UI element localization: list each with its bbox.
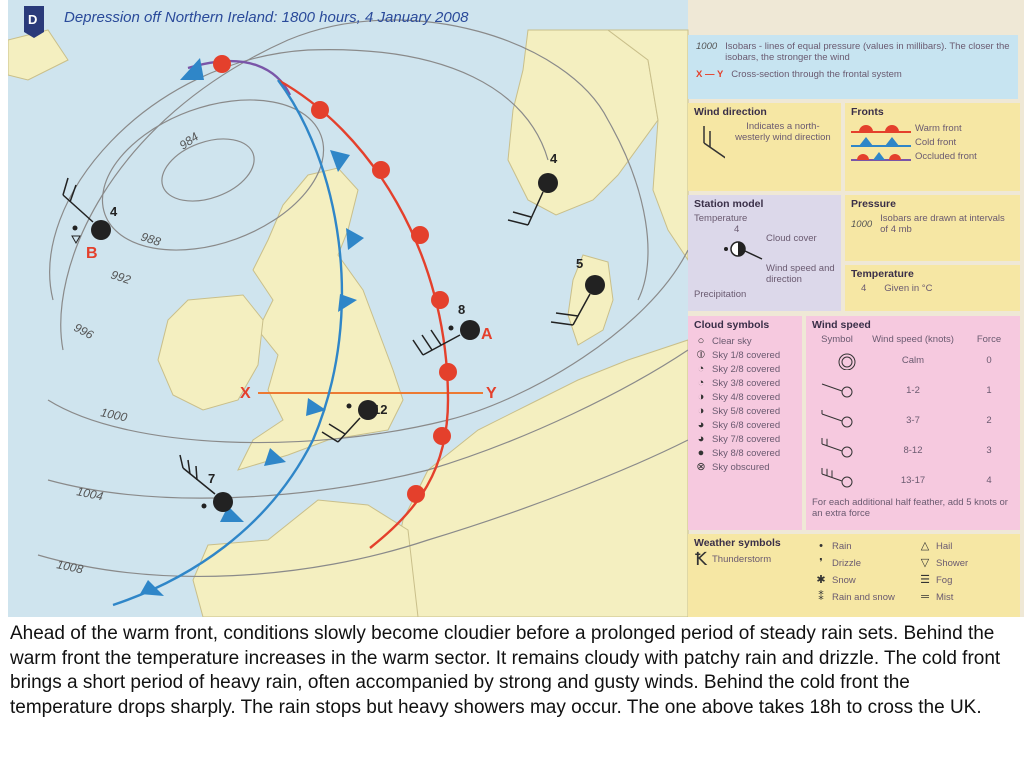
cloud-symbol-icon: ○ (697, 334, 705, 347)
wind-force-value: 1 (986, 384, 992, 396)
isobar-label: 1004 (75, 484, 105, 504)
fronts-title: Fronts (851, 106, 884, 118)
cloud-symbol-label: Sky 3/8 covered (712, 377, 781, 389)
front-row-cold (851, 135, 1014, 149)
wind-force-value: 3 (986, 444, 992, 456)
title-badge: D (28, 12, 38, 27)
wind-speed-value: 1-2 (906, 384, 920, 396)
isobar-label: 992 (109, 267, 133, 288)
weather-symbol-label: Rain (832, 541, 852, 552)
wind-speed-col: Symbol (821, 334, 853, 345)
legend-wind-direction (688, 103, 841, 191)
station-model-icon (724, 237, 764, 261)
isobar-label: 1000 (99, 405, 129, 425)
cloud-symbol-row (694, 348, 796, 362)
weather-symbol-row (814, 555, 910, 572)
weather-symbol-label: Snow (832, 575, 856, 586)
temperature-title: Temperature (851, 268, 914, 280)
weather-symbol-icon: ▽ (920, 557, 930, 569)
pressure-sample: 1000 (851, 218, 873, 230)
wind-speed-row (812, 345, 1014, 375)
front-label: Warm front (915, 122, 962, 134)
cloud-symbol-row (694, 376, 796, 390)
station-temp: 8 (458, 302, 466, 317)
cloud-symbol-icon: ● (697, 446, 705, 459)
cloud-symbol-label: Sky 8/8 covered (712, 447, 781, 459)
wind-speed-symbol (812, 378, 862, 403)
weather-symbol-label: Hail (936, 541, 953, 552)
weather-symbol-row (814, 572, 910, 589)
weather-symbol-icon: ❜ (819, 557, 823, 569)
cloud-symbol-row (694, 418, 796, 432)
weather-symbol-label: Rain and snow (832, 592, 895, 603)
cloud-symbol-list (694, 334, 796, 474)
wind-speed-note: For each additional half feather, add 5 knots or an extra force (812, 497, 1008, 519)
weather-symbol-row (814, 589, 910, 606)
wind-speed-symbol (812, 348, 862, 373)
cloud-symbol-icon: ◔ (697, 362, 705, 375)
station-temp: 4 (550, 151, 558, 166)
cloud-symbol-row (694, 432, 796, 446)
isobar-sample: 1000 (696, 41, 718, 52)
wind-force-value: 0 (986, 354, 992, 366)
station-temp-value: 4 (734, 224, 740, 235)
wind-speed-symbol (812, 438, 862, 463)
weather-symbol-icon: △ (920, 540, 930, 552)
map-title: Depression off Northern Ireland: 1800 hours, 4 January 2008 (64, 9, 469, 26)
cloud-symbol-label: Sky 5/8 covered (712, 405, 781, 417)
thunderstorm-row (694, 548, 804, 569)
wind-speed-symbol (812, 468, 862, 493)
cross-section-sample: X — Y (696, 69, 724, 80)
cloud-symbol-icon: ⦶ (697, 348, 705, 361)
wind-speed-symbol (812, 408, 862, 433)
weather-symbol-label: Shower (936, 558, 969, 569)
temperature-value: 4 (861, 283, 867, 294)
wind-speed-symbol-icon (817, 438, 857, 460)
wind-speed-symbol-icon (817, 408, 857, 430)
weather-symbol-icon: ═ (921, 591, 929, 603)
cloud-symbol-icon: ◑ (697, 390, 705, 403)
station-precip-label: Precipitation (694, 289, 747, 300)
station-temp: 7 (208, 471, 216, 486)
cloud-symbol-row (694, 334, 796, 348)
warm-front-mark (411, 226, 429, 244)
wind-speed-value: 3-7 (906, 414, 920, 426)
station-cloud-label: Cloud cover (766, 233, 817, 244)
section-label-x: X (240, 385, 251, 402)
wind-speed-row (812, 465, 1014, 495)
thunderstorm-label: Thunderstorm (712, 553, 772, 565)
weather-symbol-icon: ☰ (920, 574, 930, 586)
station-temp: 5 (576, 256, 584, 271)
weather-symbol-row (918, 589, 1014, 606)
weather-symbol-label: Drizzle (832, 558, 862, 569)
wind-direction-text: Indicates a north-westerly wind direction (735, 121, 831, 143)
pressure-title: Pressure (851, 198, 896, 210)
low-label-a: A (481, 326, 493, 343)
occluded-front-icon (851, 150, 911, 162)
isobar-text: Isobars - lines of equal pressure (values in millibars). The closer the isobars, the stronger the wind (725, 41, 1010, 63)
warm-front-mark (433, 427, 451, 445)
wind-speed-value: Calm (901, 354, 925, 366)
cloud-symbol-icon: ◑ (697, 404, 705, 417)
wind-direction-icon (694, 121, 725, 171)
low-label-b: B (86, 245, 98, 262)
pressure-text: Isobars are drawn at intervals of 4 mb (880, 213, 1005, 235)
warm-front-mark (213, 55, 231, 73)
legend-cloud-symbols (688, 316, 802, 530)
wind-speed-symbol-icon (817, 348, 857, 370)
weather-symbol-icon: • (819, 540, 823, 552)
legend-fronts (845, 103, 1020, 191)
station-wind-label: Wind speed and direction (766, 263, 835, 285)
cloud-symbol-label: Sky obscured (712, 461, 770, 473)
wind-direction-title: Wind direction (694, 106, 767, 118)
cloud-symbol-row (694, 362, 796, 376)
wind-speed-row (812, 405, 1014, 435)
wind-speed-symbol-icon (817, 468, 857, 490)
station-temp: 12 (373, 402, 388, 417)
weather-symbol-icon: ⁑ (818, 591, 824, 603)
station-temp: 4 (110, 204, 118, 219)
cloud-symbol-icon: ◔ (697, 376, 705, 389)
legend-wind-speed (806, 316, 1020, 530)
weather-symbol-row (814, 538, 910, 555)
station-model-title: Station model (694, 198, 764, 210)
weather-symbol-row (918, 538, 1014, 555)
weather-symbol-label: Fog (936, 575, 953, 586)
wind-force-value: 4 (986, 474, 992, 486)
front-row-occluded (851, 149, 1014, 163)
cloud-symbol-row (694, 390, 796, 404)
warm-front-mark (431, 291, 449, 309)
wind-speed-value: 13-17 (900, 474, 926, 486)
temperature-text: Given in °C (884, 283, 933, 294)
isobar-label: 984 (176, 129, 202, 153)
cloud-symbol-row (694, 446, 796, 460)
cloud-symbol-label: Sky 4/8 covered (712, 391, 781, 403)
section-label-y: Y (486, 385, 497, 402)
cross-section-text: Cross-section through the frontal system (731, 69, 902, 80)
weather-symbol-row (918, 555, 1014, 572)
wind-speed-title: Wind speed (812, 319, 871, 331)
cloud-symbol-label: Sky 7/8 covered (712, 433, 781, 445)
cloud-symbol-icon: ⊗ (696, 460, 706, 473)
weather-map (8, 0, 1024, 617)
weather-symbol-label: Mist (936, 592, 954, 603)
wind-force-value: 2 (986, 414, 992, 426)
weather-symbol-icon: ✱ (816, 574, 826, 586)
wind-speed-col: Wind speed (knots) (872, 334, 954, 345)
caption: Ahead of the warm front, conditions slowly become cloudier before a prolonged period of steady rain sets. Behind the warm front the temperature increases in the warm sector. It remains cloudy with patchy rain and drizzle. The cold front brings a short period of heavy rain, often accompanied by strong and gusty winds. Behind the cold front the temperature drops sharply. The rain stops but heavy showers may occur. The one above takes 18h to cross the UK. (10, 623, 1001, 718)
wind-speed-symbol-icon (817, 378, 857, 400)
warm-front-mark (372, 161, 390, 179)
wind-speed-header (812, 334, 1014, 345)
cloud-symbol-row (694, 460, 796, 474)
cold-front-icon (851, 136, 911, 148)
cloud-symbol-icon: ◕ (697, 418, 705, 431)
warm-front-mark (407, 485, 425, 503)
cloud-symbol-icon: ◕ (697, 432, 705, 445)
warm-front-icon (851, 122, 911, 134)
warm-front-mark (311, 101, 329, 119)
front-row-warm (851, 121, 1014, 135)
station-temp-label: Temperature (694, 213, 748, 224)
wind-speed-row (812, 375, 1014, 405)
legend-station-model (688, 195, 841, 311)
warm-front-mark (439, 363, 457, 381)
weather-symbols-title: Weather symbols (694, 537, 781, 549)
wind-speed-rows (812, 345, 1014, 495)
legend-temperature (845, 265, 1020, 311)
cloud-symbol-label: Sky 2/8 covered (712, 363, 781, 375)
cloud-symbols-title: Cloud symbols (694, 319, 770, 331)
front-label: Occluded front (915, 150, 977, 162)
cloud-symbol-row (694, 404, 796, 418)
cloud-symbol-label: Sky 6/8 covered (712, 419, 781, 431)
wind-speed-value: 8-12 (903, 444, 923, 456)
weather-symbol-row (918, 572, 1014, 589)
cloud-symbol-label: Clear sky (712, 335, 752, 347)
front-label: Cold front (915, 136, 957, 148)
isobar-label: 1008 (55, 557, 85, 577)
legend-pressure (845, 195, 1020, 261)
cloud-symbol-label: Sky 1/8 covered (712, 349, 781, 361)
wind-speed-row (812, 435, 1014, 465)
weather-symbol-list (814, 538, 1014, 606)
legend-isobars (688, 35, 1018, 99)
isobar-label: 988 (139, 229, 163, 250)
legend-weather-symbols (688, 534, 1020, 617)
isobar-label: 996 (71, 320, 96, 343)
thunderstorm-icon: Ꝁ (695, 548, 707, 569)
wind-speed-col: Force (976, 334, 1002, 345)
